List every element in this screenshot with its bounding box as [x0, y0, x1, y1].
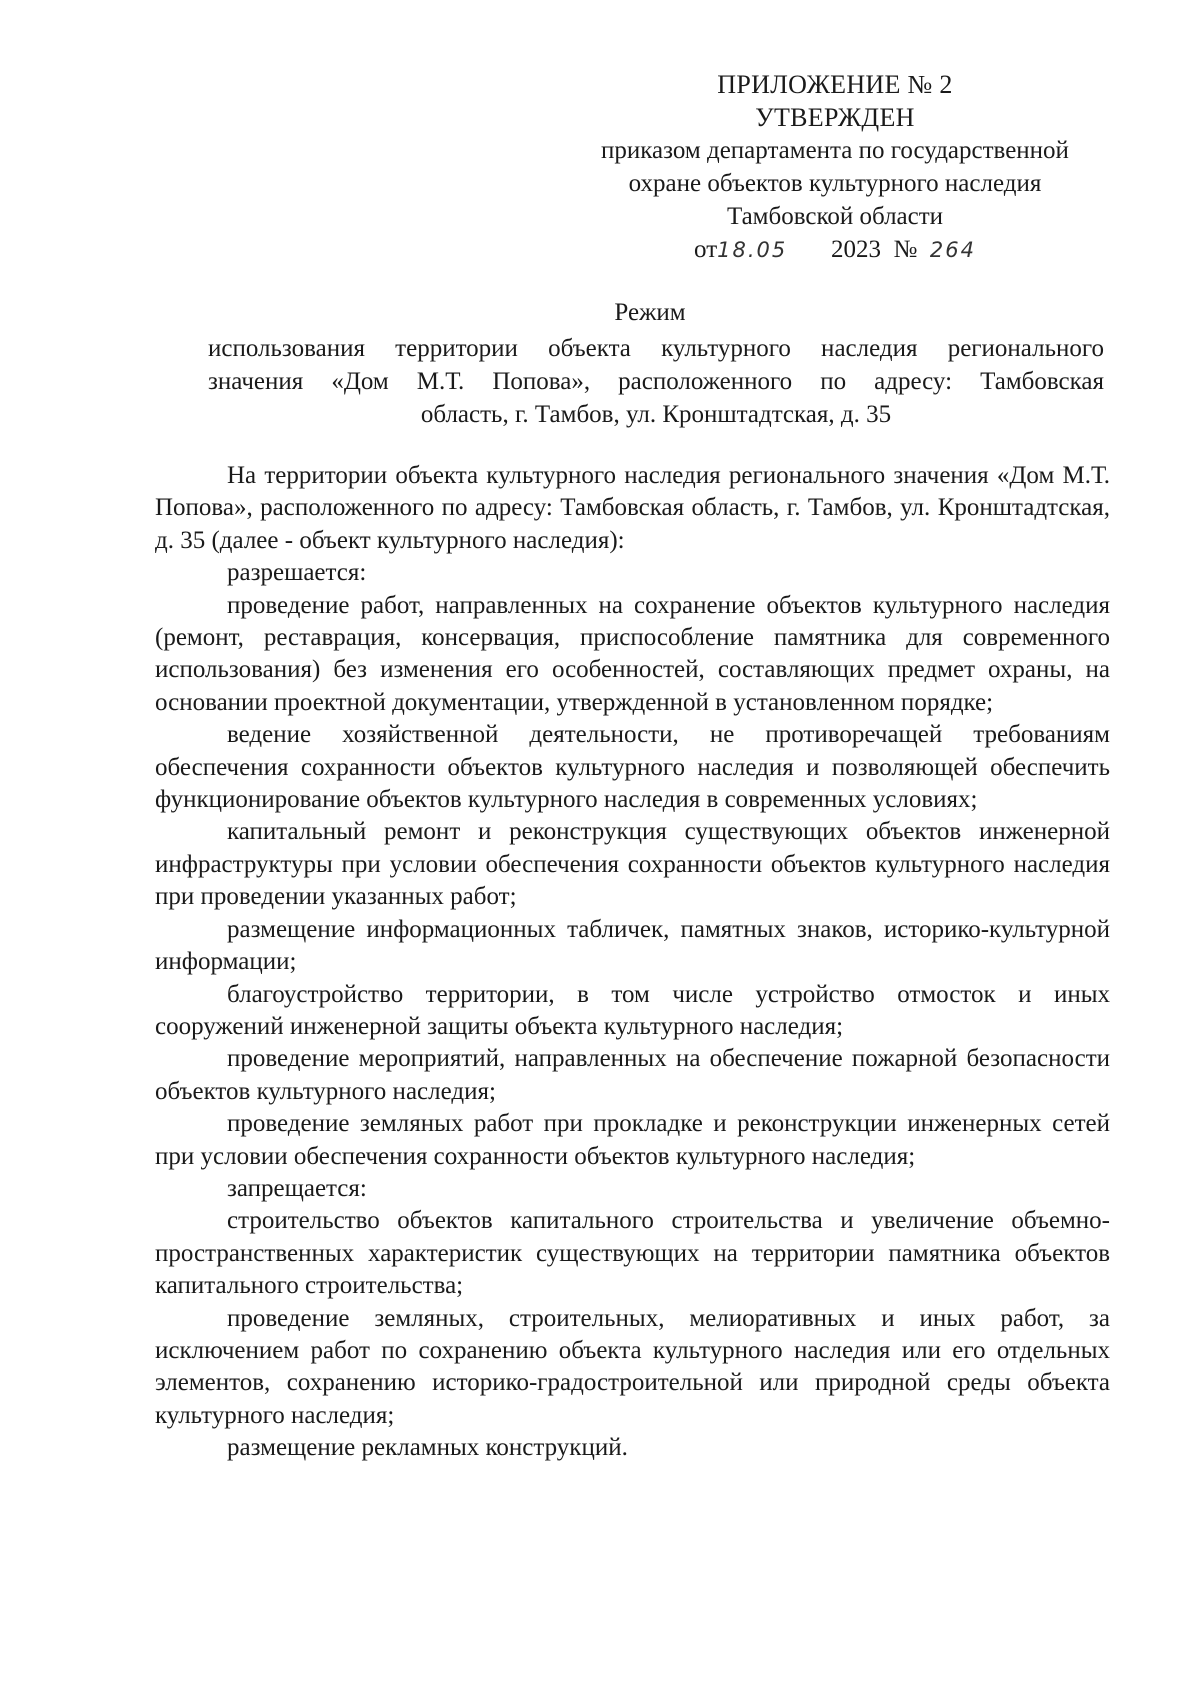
allowed-item: проведение работ, направленных на сохранение объектов культурного наследия (ремонт, реставрация, консервация, приспособление памятника для современного использования) без изменения его особенностей, составляющих предмет охраны, на основании проектной документации, утвержденной в установленном порядке; [155, 591, 1110, 716]
intro-paragraph: На территории объекта культурного наследия регионального значения «Дом М.Т. Попова», расположенного по адресу: Тамбовская область, г. Тамбов, ул. Кронштадтская, д. 35 (далее - объект культурного наследия): [155, 462, 1110, 554]
subtitle-line-1: использования территории объекта культурного наследия регионального [208, 335, 1104, 362]
order-date-line [540, 233, 1130, 267]
handwritten-date: 18.05 [717, 238, 788, 262]
prohibited-item: размещение рекламных конструкций. [227, 1434, 628, 1462]
allowed-item: проведение мероприятий, направленных на обеспечение пожарной безопасности объектов культурного наследия; [155, 1045, 1110, 1105]
allowed-item: благоустройство территории, в том числе устройство отмосток и иных сооружений инженерной защиты объекта культурного наследия; [155, 980, 1110, 1040]
prohibited-item: проведение земляных, строительных, мелиоративных и иных работ, за исключением работ по сохранению объекта культурного наследия или его отдельных элементов, сохранению историко-градостроительной или природной среды объекта культурного наследия; [155, 1304, 1110, 1429]
document-body [155, 460, 1110, 1465]
number-sign: № [893, 236, 918, 263]
prohibited-item: строительство объектов капитального строительства и увеличение объемно-пространственных характеристик существующих на территории памятника объектов капитального строительства; [155, 1207, 1110, 1300]
allowed-item: капитальный ремонт и реконструкция существующих объектов инженерной инфраструктуры при условии обеспечения сохранности объектов культурного наследия при проведении указанных работ; [155, 818, 1110, 911]
handwritten-number: 264 [929, 238, 976, 262]
appendix-number: ПРИЛОЖЕНИЕ № 2 [717, 70, 953, 99]
approved-label: УТВЕРЖДЕН [755, 103, 915, 132]
subtitle-line-3: область, г. Тамбов, ул. Кронштадтская, д. 35 [420, 401, 892, 428]
document-title: Режим [614, 299, 686, 326]
document-subtitle [208, 332, 1104, 431]
allowed-item: размещение информационных табличек, памятных знаков, историко-культурной информации; [155, 915, 1110, 976]
date-prefix: от [694, 236, 718, 263]
order-line-3: Тамбовской области [726, 203, 944, 230]
order-year: 2023 [831, 236, 882, 263]
subtitle-line-2: значения «Дом М.Т. Попова», расположенного по адресу: Тамбовская [208, 368, 1104, 395]
prohibited-heading: запрещается: [227, 1174, 367, 1202]
allowed-heading: разрешается: [227, 559, 367, 587]
order-line-2: охране объектов культурного наследия [628, 170, 1042, 197]
allowed-item: проведение земляных работ при прокладке и реконструкции инженерных сетей при условии обеспечения сохранности объектов культурного наследия; [155, 1110, 1110, 1170]
approval-block [540, 68, 1130, 267]
order-line-1: приказом департамента по государственной [601, 137, 1069, 164]
allowed-item: ведение хозяйственной деятельности, не противоречащей требованиям обеспечения сохранности объектов культурного наследия и позволяющей обеспечить функционирование объектов культурного наследия в современных условиях; [155, 721, 1110, 814]
